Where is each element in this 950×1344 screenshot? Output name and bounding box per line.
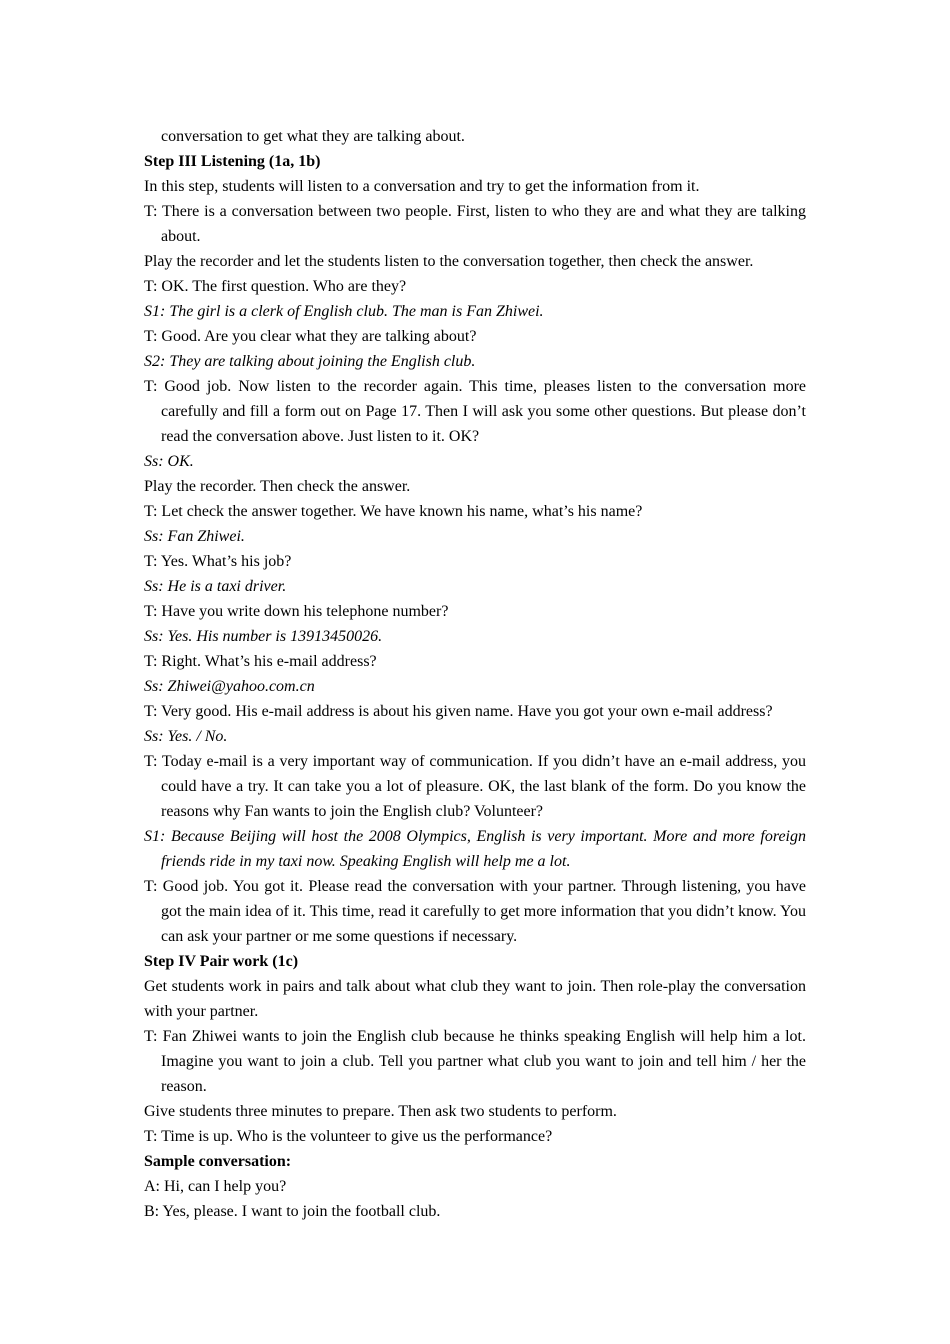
- paragraph: A: Hi, can I help you?: [144, 1178, 287, 1195]
- paragraph: Ss: Zhiwei@yahoo.com.cn: [144, 678, 315, 695]
- paragraph: In this step, students will listen to a conversation and try to get the information from it.: [144, 178, 700, 195]
- paragraph: Ss: Yes. His number is 13913450026.: [144, 628, 383, 645]
- paragraph: T: Good job. Now listen to the recorder again. This time, pleases listen to the conversation more carefully and fill a form out on Page 17. Then I will ask you some other questions. But please don’t read the conversation above. Just listen to it. OK?: [144, 378, 806, 445]
- paragraph: S1: The girl is a clerk of English club. The man is Fan Zhiwei.: [144, 303, 544, 320]
- paragraph: T: Right. What’s his e-mail address?: [144, 653, 377, 670]
- paragraph: T: OK. The first question. Who are they?: [144, 278, 407, 295]
- paragraph: T: There is a conversation between two people. First, listen to who they are and what they are talking about.: [144, 203, 806, 245]
- section-heading: Step IV Pair work (1c): [144, 953, 299, 970]
- document-body: [144, 124, 806, 1224]
- paragraph: S2: They are talking about joining the English club.: [144, 353, 476, 370]
- paragraph: Play the recorder and let the students listen to the conversation together, then check the answer.: [144, 253, 754, 270]
- paragraph: Ss: He is a taxi driver.: [144, 578, 287, 595]
- section-heading: Step III Listening (1a, 1b): [144, 153, 321, 170]
- paragraph: T: Let check the answer together. We have known his name, what’s his name?: [144, 503, 643, 520]
- paragraph: T: Fan Zhiwei wants to join the English club because he thinks speaking English will help him a lot. Imagine you want to join a club. Tell you partner what club you want to join and tell him / her the reason.: [144, 1028, 806, 1095]
- paragraph: S1: Because Beijing will host the 2008 Olympics, English is very important. More and more foreign friends ride in my taxi now. Speaking English will help me a lot.: [144, 828, 806, 870]
- paragraph: B: Yes, please. I want to join the football club.: [144, 1203, 441, 1220]
- paragraph: T: Good. Are you clear what they are talking about?: [144, 328, 477, 345]
- paragraph: Ss: Yes. / No.: [144, 728, 228, 745]
- paragraph: T: Have you write down his telephone number?: [144, 603, 449, 620]
- paragraph: Ss: Fan Zhiwei.: [144, 528, 245, 545]
- paragraph: T: Today e-mail is a very important way of communication. If you didn’t have an e-mail address, you could have a try. It can take you a lot of pleasure. OK, the last blank of the form. Do you know the reasons why Fan wants to join the English club? Volunteer?: [144, 753, 806, 820]
- paragraph: T: Yes. What’s his job?: [144, 553, 292, 570]
- paragraph: Ss: OK.: [144, 453, 194, 470]
- paragraph: T: Very good. His e-mail address is about his given name. Have you got your own e-mail address?: [144, 703, 773, 720]
- section-heading: Sample conversation:: [144, 1153, 292, 1170]
- paragraph: Give students three minutes to prepare. Then ask two students to perform.: [144, 1103, 617, 1120]
- paragraph: Play the recorder. Then check the answer.: [144, 478, 411, 495]
- paragraph: Get students work in pairs and talk about what club they want to join. Then role-play the conversation with your partner.: [144, 978, 806, 1020]
- paragraph: conversation to get what they are talking about.: [161, 128, 465, 145]
- paragraph: T: Good job. You got it. Please read the conversation with your partner. Through listening, you have got the main idea of it. This time, read it carefully to get more information that you didn’t know. You can ask your partner or me some questions if necessary.: [144, 878, 806, 945]
- paragraph: T: Time is up. Who is the volunteer to give us the performance?: [144, 1128, 553, 1145]
